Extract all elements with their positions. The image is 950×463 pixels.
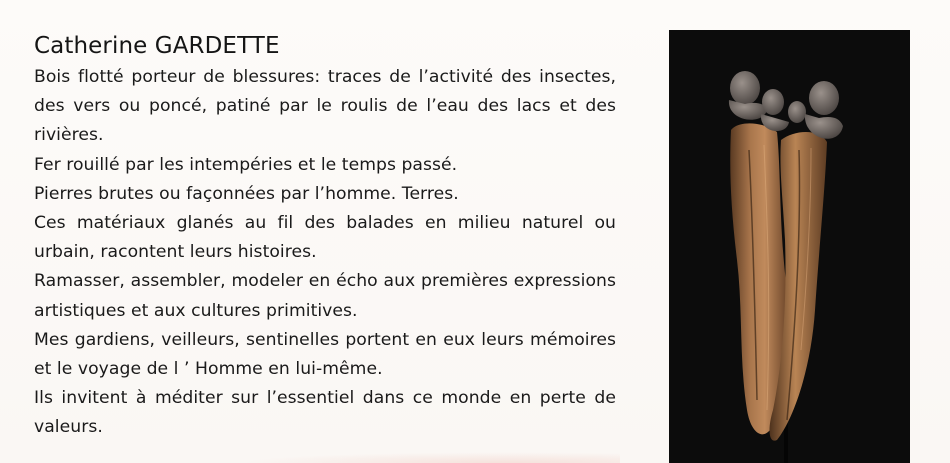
decorative-glow [240, 452, 620, 463]
artist-statement [34, 30, 616, 443]
sculpture-illustration [669, 30, 910, 463]
statement-paragraph: Fer rouillé par les intempéries et le temps passé. [34, 154, 458, 175]
statement-paragraph: Bois flotté porteur de blessures: traces de l’activité des insectes, des vers ou poncé, patiné par le roulis de l’eau des lacs et des rivières. [34, 67, 616, 146]
statement-paragraph: Ces matériaux glanés au fil des balades en milieu naturel ou urbain, racontent leurs histoires. [34, 213, 616, 263]
statement-paragraph: Ramasser, assembler, modeler en écho aux premières expressions artistiques et aux cultures primitives. [34, 271, 616, 321]
statement-paragraph: Ils invitent à méditer sur l’essentiel dans ce monde en perte de valeurs. [34, 388, 616, 438]
statement-paragraph: Pierres brutes ou façonnées par l’homme. Terres. [34, 183, 459, 204]
artist-name: Catherine GARDETTE [34, 33, 280, 59]
sculpture-photo [669, 30, 910, 463]
statement-paragraph: Mes gardiens, veilleurs, sentinelles portent en eux leurs mémoires et le voyage de l ’ Homme en lui-même. [34, 329, 616, 380]
